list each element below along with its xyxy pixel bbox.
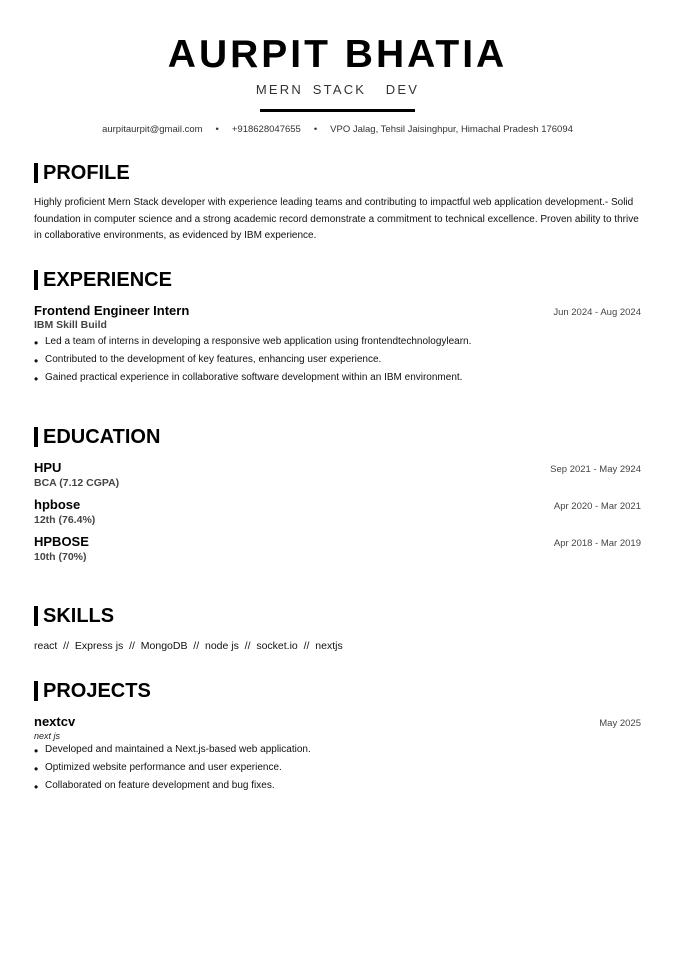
projects-section: [34, 681, 641, 795]
school: hpbose: [34, 497, 81, 512]
email[interactable]: aurpitaurpit@gmail.com: [102, 124, 203, 135]
candidate-name: AURPIT BHATIA: [167, 33, 508, 76]
skills-section: [34, 606, 641, 655]
list-item: • Gained practical experience in collaborative software development within an IBM environment.: [34, 369, 641, 387]
project-item: [34, 714, 641, 795]
education-dates: Sep 2021 - May 2924: [550, 464, 641, 475]
list-item: • Led a team of interns in developing a responsive web application using frontendtechnologylearn.: [34, 333, 641, 351]
section-heading: EXPERIENCE: [34, 270, 641, 290]
list-item: • Collaborated on feature development and bug fixes.: [34, 777, 641, 795]
header-divider: [260, 109, 415, 112]
degree: 10th (70%): [34, 551, 87, 563]
skills-list: react // Express js // MongoDB // node js // socket.io // nextjs: [34, 640, 343, 652]
section-heading: SKILLS: [34, 606, 641, 626]
education-item: [34, 534, 641, 563]
education-dates: Apr 2020 - Mar 2021: [553, 501, 641, 512]
school: HPU: [34, 460, 62, 475]
section-heading: PROJECTS: [34, 681, 641, 701]
list-item: • Contributed to the development of key features, enhancing user experience.: [34, 351, 641, 369]
list-item: • Optimized website performance and user experience.: [34, 759, 641, 777]
education-item: [34, 460, 641, 489]
separator: •: [215, 124, 219, 135]
experience-section: [34, 270, 641, 387]
degree: BCA (7.12 CGPA): [34, 477, 120, 489]
job-dates: Jun 2024 - Aug 2024: [553, 307, 641, 318]
section-heading: PROFILE: [34, 163, 641, 183]
company: IBM Skill Build: [34, 319, 107, 331]
separator: •: [313, 124, 318, 135]
project-tech: next js: [34, 731, 61, 741]
address: VPO Jalag, Tehsil Jaisinghpur, Himachal Pradesh 176094: [330, 124, 573, 135]
section-heading: EDUCATION: [34, 427, 641, 447]
experience-item: [34, 303, 641, 387]
project-name: nextcv: [34, 714, 76, 729]
project-date: May 2025: [599, 718, 641, 729]
candidate-role: MERN STACK DEV: [255, 82, 420, 97]
education-section: [34, 427, 641, 571]
profile-text: Highly proficient Mern Stack developer with experience leading teams and contributing to impactful web application development.- Solid foundation in computer science and a strong academic record demonstrate a commitment to technical excellence. Proven ability to thrive in collaborative environments, as evidenced by IBM experience.: [34, 197, 639, 241]
education-item: [34, 497, 641, 526]
list-item: • Developed and maintained a Next.js-based web application.: [34, 741, 641, 759]
profile-section: [34, 163, 641, 245]
degree: 12th (76.4%): [34, 514, 96, 526]
contact-line: [0, 124, 675, 135]
school: HPBOSE: [34, 534, 89, 549]
education-dates: Apr 2018 - Mar 2019: [553, 538, 641, 549]
job-title: Frontend Engineer Intern: [34, 303, 190, 318]
phone[interactable]: +918628047655: [231, 124, 301, 135]
